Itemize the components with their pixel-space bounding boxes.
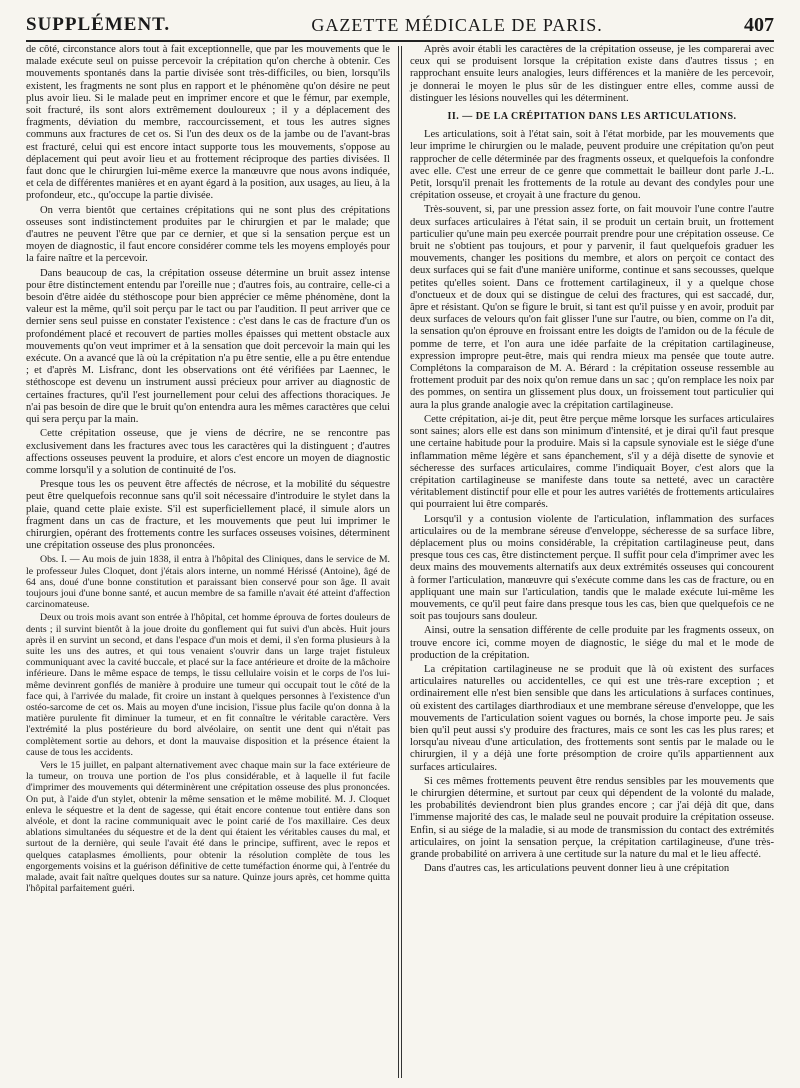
journal-title: GAZETTE MÉDICALE DE PARIS.	[311, 14, 603, 35]
paragraph: de côté, circonstance alors tout à fait exceptionnelle, que par les mouvements que le malade exécute seul on puisse percevoir la crépitation qu'on cherche à obtenir. Ces mouvements spontanés dans la partie divisée sont très-difficiles, ou bien, lorsqu'ils existent, les fragments ne sont plus en rapport et le phénomène qu'on désire ne peut plus avoir lieu. Si le malade peut en imprimer encore et que le fémur, par exemple, soit fracturé, ils sont alors extrêmement douloureux ; il y a déplacement des fragments, déviation du membre, raccourcissement, et tous les autres signes communs aux fractures de cet os. Si l'un des deux os de la jambe ou de l'avant-bras est fracturé, celui qui est encore intact supporte tous les mouvements, s'oppose au déplacement qui peut avoir lieu et au frottement réciproque des parties divisées. Il faut donc que le chirurgien lui-même exerce la manœuvre que nous avons indiquée, et cela de différentes manières et en ayant égard à la position, aux usages, au lieu, à la profondeur, etc., qu'occupe la partie divisée.	[26, 44, 390, 202]
article-body	[26, 44, 774, 1080]
paragraph: Cette crépitation, ai-je dit, peut être perçue même lorsque les surfaces articulaires sont saines; alors elle est dans son minimum d'intensité, et je dirai qu'il faut presque une certaine habitude pour la produire. Mais si la capsule synoviale est le siége d'une inflammation même légère et sans épanchement, s'il y a déjà disette de synovie et sécheresse des surfaces articulaires, comme l'indiquait Boyer, c'est alors que la crépitation cartilagineuse se manifeste dans toute sa netteté, avec un caractère véritablement distinctif pour elle et pour les autres variétés de frottements articulaires qui pourraient lui être comparés.	[410, 413, 774, 511]
paragraph: Dans d'autres cas, les articulations peuvent donner lieu à une crépitation	[424, 863, 730, 875]
paragraph: Lorsqu'il y a contusion violente de l'articulation, inflammation des surfaces articulaires ou de la membrane séreuse d'enveloppe, sécheresse de sa surface libre, déplacement plus ou moins considérable, la crépitation cartilagineuse peut, dans presque tous ces cas, être distinctement perçue. Il suffit pour cela d'imprimer avec les deux mains des mouvements alternatifs aux deux extrémités osseuses qui concourent à former l'articulation, manœuvre qui s'exécute comme dans les cas de fracture, ou en appliquant une main sur l'articulation, tandis que le malade exécute lui-même les mouvements, ce qu'il peut faire dans presque tous les cas, bien que quelquefois ce ne soit pas toujours sans douleur.	[410, 513, 774, 623]
page-header	[26, 10, 774, 42]
paragraph: Après avoir établi les caractères de la crépitation osseuse, je les comparerai avec ceux qui se produisent lorsque la crépitation existe dans d'autres tissus ; en rapprochant ensuite leurs analogies, leurs différences et la manière de les percevoir, je donnerai le moyen le plus sûr de les distinguer entre elles, comme aussi de distinguer les lésions nouvelles qui les déterminent.	[410, 44, 774, 104]
supplement-label: SUPPLÉMENT.	[26, 14, 171, 35]
paragraph: Cette crépitation osseuse, que je viens de décrire, ne se rencontre pas exclusivement dans les fractures avec tous les caractères qui la distinguent ; d'autres affections osseuses peuvent la produire, et alors c'est encore un moyen de diagnostic comme lorsqu'il y a solution de continuité de l'os.	[26, 428, 390, 476]
observation-paragraph: Deux ou trois mois avant son entrée à l'hôpital, cet homme éprouva de fortes douleurs de dents ; il survint bientôt à la joue droite du gonflement qui fut suivi d'un abcès. Huit jours après il en survint un second, et dans l'espace d'un mois et demi, il s'en forma plusieurs à la suite les uns des autres, et qui tous venaient s'ouvrir dans un large trajet fistuleux communiquant avec la cavité buccale, et placé sur la face antérieure et droite de la mâchoire inférieure. Dans le même espace de temps, le tissu cellulaire voisin et le corps de l'os lui-même devinrent gonflés de manière à produire une tumeur qui occupait tout le côté de la face qui, à l'arrivée du malade, fit croire un instant à quelques personnes à l'existence d'un ostéo-sarcome de cet os. Mais au moyen d'une incision, l'issue plus facile qu'on donna à la matière purulente fit diminuer la tumeur, et en fit connaître le véritable caractère. Vers l'extrémité la plus postérieure du bord alvéolaire, on sentit une dent qui n'était pas complètement sortie au dehors, et dont la mauvaise disposition et la présence étaient la cause de tous les accidents.	[26, 612, 390, 758]
paragraph: Très-souvent, si, par une pression assez forte, on fait mouvoir l'une contre l'autre deux surfaces articulaires à l'état sain, il se produit un certain bruit, un frottement particulier qu'une main peu exercée pourrait prendre pour une crépitation osseuse. Ce bruit ne s'obtient pas toujours, et pour y parvenir, il faut quelquefois graduer les mouvements, changer les positions du membre, et alors on perçoit ce contact des deux surfaces qui se fait d'une manière uniforme, continue et sans secousses, quelque petites qu'elles soient. Dans ce frottement cartilagineux, il y a quelque chose d'onctueux et de doux qui se distingue de celui des fractures, qui est saccadé, dur, âpre et résistant. Qu'on se figure le bruit, si tant est qu'il puisse y en avoir, produit par deux surfaces de velours qu'on fait glisser l'une sur l'autre, ou bien, comme on l'a dit, la sensation qu'on éprouve en froissant entre les doigts de l'amidon ou de la fécule de pomme de terre, et l'on aura une idée parfaite de la crépitation cartilagineuse, expression impropre peut-être, mais qui rendra mieux ma pensée que toute autre. Complétons la comparaison de M. A. Bérard : la crépitation osseuse ressemble au frottement produit par des noix qu'on remue dans un sac ; qu'on remplace les noix par des pommes, on sentira un glissement plus doux, un froissement tout particulier qui aura la plus grande analogie avec la crépitation cartilagineuse.	[410, 204, 774, 411]
paragraph: Ainsi, outre la sensation différente de celle produite par les fragments osseux, on trouve encore ici, comme moyen de diagnostic, le siége du mal et le mode de production de la crépitation.	[410, 625, 774, 661]
paragraph: Les articulations, soit à l'état sain, soit à l'état morbide, par les mouvements que leur imprime le chirurgien ou le malade, peuvent produire une crépitation qu'on peut rapprocher de celle déterminée par des fragments osseux, et quelquefois la confondre avec elle. C'est une erreur de ce genre que commettait le bailleur dont parle J.-L. Petit, lorsqu'il prenait les frottements de la rotule au devant des condyles pour une crépitation osseuse, et croyait à une fracture du genou.	[410, 129, 774, 202]
paragraph: On verra bientôt que certaines crépitations qui ne sont plus des crépitations osseuses sont indistinctement produites par le chirurgien et par le malade; que d'autres ne peuvent l'être que par ce dernier, et que si la sensation perçue est un moyen de diagnostic, il faut encore considérer comme tels les moyens employés pour la faire naître et la percevoir.	[26, 204, 390, 265]
paragraph: La crépitation cartilagineuse ne se produit que là où existent des surfaces articulaires naturelles ou accidentelles, ce qui est une très-rare exception ; et ordinairement elle n'est bien sensible que dans les articulations à surfaces continues, où existent des cartilages diarthrodiaux et une membrane séreuse d'enveloppe, que les mouvements de l'articulation soient vagues ou bornés, la chose importe peu. Je sais bien qu'il peut aussi s'y produire des fractures, mais ce sont les cas les plus rares; et lorsqu'au niveau d'une articulation, des frottements sont sentis par le malade ou le chirurgien, il y a déjà une forte présomption de croire qu'ils appartiennent aux surfaces articulaires.	[410, 663, 774, 773]
page-number: 407	[743, 13, 774, 36]
paragraph: Si ces mêmes frottements peuvent être rendus sensibles par les mouvements que le chirurgien détermine, et surtout par ceux qui dépendent de la volonté du malade, les probabilités deviendront bien plus grandes encore ; car j'ai déjà dit que, dans l'immense majorité des cas, le malade seul ne pouvait produire la crépitation osseuse. Enfin, si au siége de la maladie, si au mode de transmission du contact des extrémités articulaires, on joint la sensation perçue, la crépitation cartilagineuse, d'une très-grande probabilité on arrivera à une certitude sur la nature du mal et le lieu affecté.	[410, 775, 774, 860]
observation-paragraph: Obs. I. — Au mois de juin 1838, il entra à l'hôpital des Cliniques, dans le service de M. le professeur Jules Cloquet, dont j'étais alors interne, un nommé Hérissé (Antoine), âgé de 64 ans, doué d'une bonne constitution et paraissant bien conservé pour son âge. Il avait toujours joui d'une bonne santé, et aucun membre de sa famille n'avait été atteint d'affection carcinomateuse.	[26, 554, 390, 611]
left-column	[26, 44, 398, 1080]
right-column	[402, 44, 774, 1080]
paragraph: Dans beaucoup de cas, la crépitation osseuse détermine un bruit assez intense pour être distinctement entendu par l'oreille nue ; d'autres fois, au contraire, celle-ci a besoin d'être aidée du stéthoscope pour bien apprécier ce même phénomène, dont la valeur est la même, qu'il soit perçu par le tact ou par l'audition. Il peut arriver que ce dernier sens seul puisse en constater l'existence : c'est dans le cas de fracture d'un os profondément placé et recouvert de parties molles épaisses qui mettent obstacle aux mouvements qu'on veut imprimer et à la sensation que doit percevoir la main qui les exécute. On a avancé que là où la crépitation n'a pu être sentie, elle a pu être entendue ; et d'après M. Lisfranc, dont les observations ont été vérifiées par Laennec, le stéthoscope est devenu un instrument aussi précieux pour arriver au diagnostic de certaines fractures, qu'il l'est journellement pour celui des affections thoraciques. Je n'ai pas besoin de dire que le bruit qu'on entendra aura les mêmes caractères que celui qui sera perçu par la main.	[26, 267, 390, 426]
observation-paragraph: Vers le 15 juillet, en palpant alternativement avec chaque main sur la face extérieure de la tumeur, on trouva une portion de l'os plus considérable, et à laquelle il fut facile d'imprimer des mouvements qui déterminèrent une crépitation osseuse des plus prononcées. On put, à l'aide d'un stylet, obtenir la même sensation et le même mobilité. M. J. Cloquet enleva le séquestre et la dent de sagesse, qui était encore contenue tout entière dans son alvéole, et dont la racine communiquait avec le point carié de l'os maxillaire. Ces deux ablations simultanées du séquestre et de la dent qui étaient les véritables causes du mal, et surtout de la dernière, qui seule l'avait été dans le principe, suffirent, avec le repos et quelques cataplasmes émollients, pour obtenir la résolution complète de tous les engorgements voisins et la guérison définitive de cette tuméfaction énorme qui, à l'entrée du malade, avait fait naître quelques doutes sur sa nature. Quinze jours après, cet homme quitta l'hôpital parfaitement guéri.	[26, 759, 390, 895]
paragraph: Presque tous les os peuvent être affectés de nécrose, et la mobilité du séquestre peut être quelquefois reconnue sans qu'il soit nécessaire d'introduire le stylet dans la plaie, quand cette plaie existe. S'il est superficiellement placé, il simule alors un fragment dans un cas de fracture, et les mouvements que peut lui imprimer le chirurgien, opérant des frottements contre les surfaces osseuses voisines, déterminent une crépitation osseuse des plus prononcées.	[26, 479, 390, 552]
section-heading: II. — DE LA CRÉPITATION DANS LES ARTICULATIONS.	[447, 111, 737, 123]
